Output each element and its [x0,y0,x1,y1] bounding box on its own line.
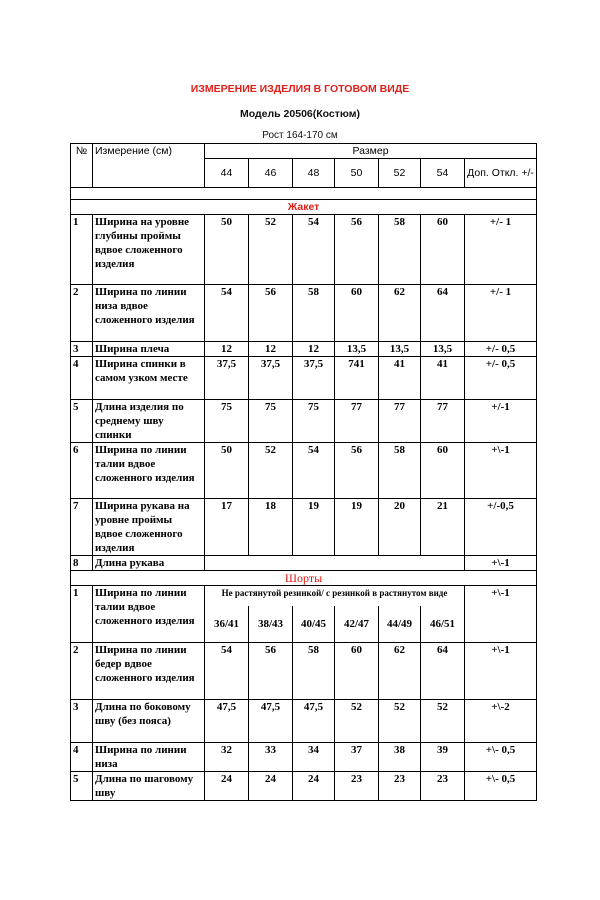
model-name: Модель 20506(Костюм) [239,108,361,120]
tolerance-value: +/- 0,5 [465,342,537,357]
col-measure-header: Измерение (см) [93,144,205,188]
cell-value: 54 [293,443,335,499]
table-row [71,400,537,443]
table-row [71,499,537,556]
cell-value: 37,5 [249,357,293,400]
tolerance-value: +/- 1 [465,215,537,285]
row-number: 8 [71,556,93,571]
cell-value: 23 [379,772,421,801]
cell-value: 58 [293,643,335,700]
table-header-row [71,144,537,159]
section-label-shorts: Шорты [71,571,537,586]
cell-value: 24 [205,772,249,801]
cell-value: 41 [379,357,421,400]
table-row [71,643,537,700]
cell-value: 54 [293,215,335,285]
cell-value: 47,5 [249,700,293,743]
cell-value: 60 [335,643,379,700]
section-row-shorts [71,571,537,586]
table-row [71,556,537,571]
cell-value: 56 [335,443,379,499]
tolerance-value: +/- 0,5 [465,357,537,400]
size-header: 46 [249,159,293,188]
row-description: Ширина по линии низа вдвое сложенного изделия [93,285,205,342]
tolerance-value: +\-1 [465,443,537,499]
cell-value: 52 [249,443,293,499]
row-description: Длина изделия по среднему шву спинки [93,400,205,443]
size-header: 54 [421,159,465,188]
cell-value: 60 [421,443,465,499]
cell-value: 52 [421,700,465,743]
cell-value: 24 [293,772,335,801]
cell-value: 60 [335,285,379,342]
cell-value: 19 [293,499,335,556]
cell-value: 60 [421,215,465,285]
tolerance-value: +\-1 [465,643,537,700]
row-number: 1 [71,215,93,285]
row-number: 5 [71,400,93,443]
shorts-size-label: 36/41 [205,606,249,643]
cell-value: 23 [421,772,465,801]
table-row [71,772,537,801]
cell-value: 24 [249,772,293,801]
col-size-header: Размер [205,144,537,159]
section-row-jacket [71,200,537,215]
row-description: Длина по боковому шву (без пояса) [93,700,205,743]
size-header: 52 [379,159,421,188]
cell-value: 741 [335,357,379,400]
row-number: 1 [71,586,93,643]
cell-value: 12 [249,342,293,357]
cell-value: 20 [379,499,421,556]
measurement-table [70,143,537,801]
cell-value: 23 [335,772,379,801]
cell-value: 56 [249,285,293,342]
empty-values-cell [205,556,465,571]
col-number-header: № [71,144,93,188]
cell-value: 58 [379,215,421,285]
cell-value: 58 [379,443,421,499]
table-row [71,215,537,285]
size-header: 50 [335,159,379,188]
cell-value: 62 [379,643,421,700]
cell-value: 54 [205,643,249,700]
row-description: Длина по шаговому шву [93,772,205,801]
row-description: Ширина рукава на уровне проймы вдвое сложенного изделия [93,499,205,556]
row-description: Ширина на уровне глубины проймы вдвое сложенного изделия [93,215,205,285]
tolerance-value: +\- 0,5 [465,772,537,801]
cell-value: 56 [249,643,293,700]
cell-value: 75 [249,400,293,443]
size-header: 48 [293,159,335,188]
cell-value: 77 [335,400,379,443]
cell-value: 50 [205,443,249,499]
cell-value: 19 [335,499,379,556]
cell-value: 47,5 [205,700,249,743]
cell-value: 33 [249,743,293,772]
cell-value: 13,5 [379,342,421,357]
row-number: 4 [71,357,93,400]
cell-value: 17 [205,499,249,556]
cell-value: 39 [421,743,465,772]
spacer-row [71,188,537,200]
cell-value: 64 [421,285,465,342]
cell-value: 75 [205,400,249,443]
cell-value: 77 [379,400,421,443]
cell-value: 47,5 [293,700,335,743]
row-number: 4 [71,743,93,772]
table-row [71,443,537,499]
cell-value: 52 [335,700,379,743]
row-number: 5 [71,772,93,801]
cell-value: 12 [293,342,335,357]
cell-value: 21 [421,499,465,556]
cell-value: 62 [379,285,421,342]
cell-value: 13,5 [335,342,379,357]
shorts-size-label: 42/47 [335,606,379,643]
row-description: Ширина спинки в самом узком месте [93,357,205,400]
cell-value: 52 [379,700,421,743]
cell-value: 50 [205,215,249,285]
tolerance-value: +/-0,5 [465,499,537,556]
row-description: Ширина по линии бедер вдвое сложенного изделия [93,643,205,700]
tolerance-header: Доп. Откл. +/- [465,159,537,188]
cell-value: 12 [205,342,249,357]
document-title: ИЗМЕРЕНИЕ ИЗДЕЛИЯ В ГОТОВОМ ВИДЕ [190,83,410,95]
tolerance-value: +\- 0,5 [465,743,537,772]
tolerance-value: +\-1 [465,586,537,643]
row-number: 2 [71,643,93,700]
cell-value: 13,5 [421,342,465,357]
row-description: Ширина по линии талии вдвое сложенного изделия [93,586,205,643]
row-description: Длина рукава [93,556,205,571]
cell-value: 34 [293,743,335,772]
cell-value: 52 [249,215,293,285]
cell-value: 32 [205,743,249,772]
table-row [71,285,537,342]
cell-value: 56 [335,215,379,285]
row-number: 7 [71,499,93,556]
row-description: Ширина по линии талии вдвое сложенного изделия [93,443,205,499]
tolerance-value: +\-2 [465,700,537,743]
shorts-size-label: 46/51 [421,606,465,643]
cell-value: 37,5 [205,357,249,400]
table-row [71,342,537,357]
tolerance-value: +/- 1 [465,285,537,342]
tolerance-value: +\-1 [465,556,537,571]
shorts-size-label: 44/49 [379,606,421,643]
cell-value: 38 [379,743,421,772]
section-label-jacket: Жакет [71,200,537,215]
shorts-size-label: 40/45 [293,606,335,643]
table-row [71,700,537,743]
row-number: 2 [71,285,93,342]
table-row [71,743,537,772]
table-row [71,586,537,606]
tolerance-value: +/-1 [465,400,537,443]
shorts-size-note: Не растянутой резинкой/ с резинкой в растянутом виде [205,586,465,606]
cell-value: 64 [421,643,465,700]
row-number: 6 [71,443,93,499]
cell-value: 41 [421,357,465,400]
cell-value: 37,5 [293,357,335,400]
height-range: Рост 164-170 см [262,130,338,141]
row-description: Ширина плеча [93,342,205,357]
shorts-size-label: 38/43 [249,606,293,643]
row-number: 3 [71,342,93,357]
cell-value: 54 [205,285,249,342]
row-number: 3 [71,700,93,743]
cell-value: 37 [335,743,379,772]
size-header: 44 [205,159,249,188]
cell-value: 75 [293,400,335,443]
table-row [71,357,537,400]
cell-value: 58 [293,285,335,342]
row-description: Ширина по линии низа [93,743,205,772]
cell-value: 77 [421,400,465,443]
cell-value: 18 [249,499,293,556]
